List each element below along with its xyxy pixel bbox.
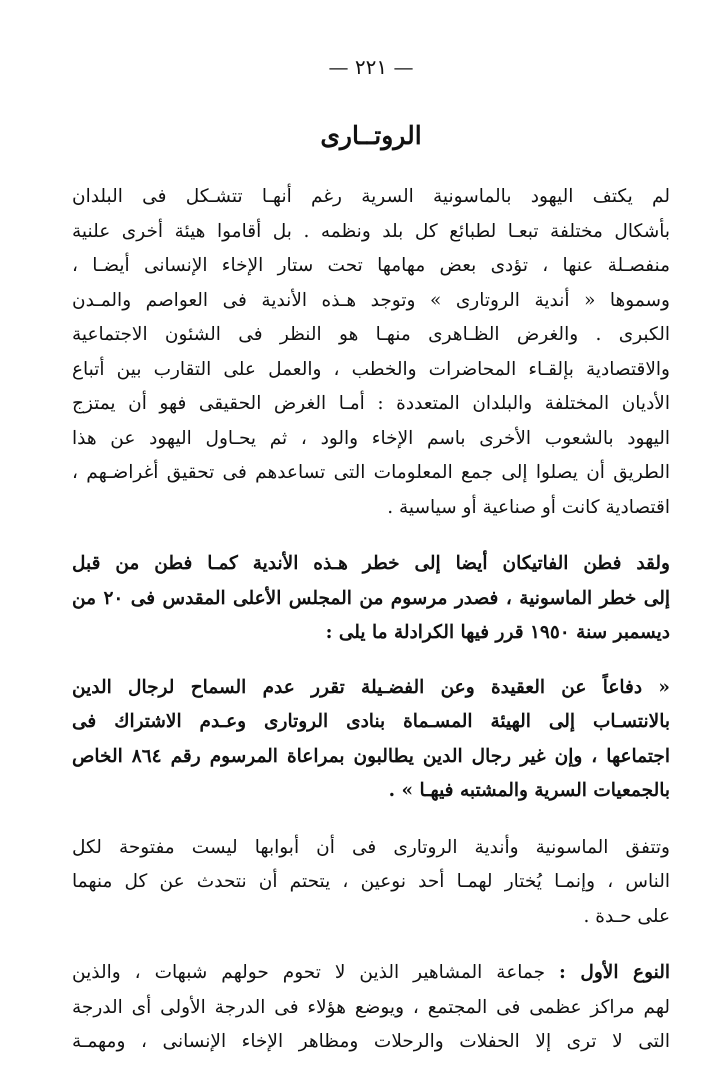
text-line: اليهود بالشعوب الأخرى باسم الإخاء والود ، ثم يحـاول اليهود عن هذا (72, 427, 670, 449)
text-line: التى لا ترى إلا الحفلات والرحلات ومظاهر الإخاء الإنسانى ، ومهمـة (72, 1031, 670, 1052)
text-line: إلى خطر الماسونية ، فصدر مرسوم من المجلس الأعلى المقدس فى ٢٠ من (72, 587, 670, 609)
text-line: اجتماعها ، وإن غير رجال الدين يطالبون بمراعاة المرسوم رقم ٨٦٤ الخاص (72, 745, 670, 767)
text-line: الأديان المختلفة والبلدان المتعددة : أمـا الغرض الحقيقى فهو أن يمتزج (72, 393, 670, 414)
text-line-rest: جماعة المشاهير الذين لا تحوم حولهم شبهات ، والذين (72, 962, 560, 983)
paragraph-spacer (72, 934, 670, 956)
text-line: وسموها « أندية الروتارى » وتوجد هـذه الأندية فى العواصم والمـدن (72, 289, 670, 311)
paragraph-decree-quote (72, 671, 670, 809)
text-line: لهم مراكز عظمى فى المجتمع ، ويوضع هؤلاء فى الدرجة الأولى أى الدرجة (72, 996, 670, 1018)
lead-term: النوع الأول : (559, 962, 670, 983)
text-line: الطريق أن يصلوا إلى جمع المعلومات التى تساعدهم فى تحقيق أغراضـهم ، (72, 462, 670, 483)
chapter-title: الروتــارى (320, 121, 422, 150)
text-line (72, 956, 670, 991)
text-line: بالانتسـاب إلى الهيئة المسـماة بنادى الروتارى وعـدم الاشتراك فى (72, 711, 670, 732)
text-line: ولقد فطن الفاتيكان أيضا إلى خطر هـذه الأندية كمـا فطن من قبل (72, 553, 670, 574)
text-line: الناس ، وإنمـا يُختار لهمـا أحد نوعين ، يتحتم أن نتحدث عن كل منهما (72, 871, 670, 892)
paragraph-membership (72, 831, 670, 935)
paragraph-spacer (72, 809, 670, 831)
page-number: — ٢٢١ — (328, 55, 414, 79)
text-line: منفصـلة عنها ، تؤدى بعض مهامها تحت ستار الإخاء الإنسانى أيضـا ، (72, 255, 670, 276)
text-line: ديسمبر سنة ١٩٥٠ قرر فيها الكرادلة ما يلى : (325, 622, 670, 643)
paragraph-spacer (72, 651, 670, 671)
text-line: بالجمعيات السرية والمشتبه فيهـا » . (388, 780, 670, 801)
text-line: والاقتصادية بإلقـاء المحاضرات والخطب ، والعمل على التقارب بين أتباع (72, 358, 670, 380)
text-line: اقتصادية كانت أو صناعية أو سياسية . (387, 496, 670, 518)
text-line: بأشكال مختلفة تبعـا لطبائع كل بلد ونظمه . بل أقاموا هيئة أخرى علنية (72, 220, 670, 242)
paragraph-spacer (72, 525, 670, 547)
text-line: « دفاعاً عن العقيدة وعن الفضـيلة تقرر عدم السماح لرجال الدين (72, 676, 670, 698)
paragraph-vatican (72, 547, 670, 651)
text-line: على حـدة . (583, 905, 670, 927)
text-line: وتتفق الماسونية وأندية الروتارى فى أن أبوابها ليست مفتوحة لكل (72, 836, 670, 858)
text-line: الكبرى . والغرض الظـاهرى منهـا هو النظر فى الشئون الاجتماعية (72, 324, 670, 345)
text-line: لم يكتف اليهود بالماسونية السرية رغم أنهـا تتشـكل فى البلدان (72, 186, 670, 207)
paragraph-first-type (72, 956, 670, 1060)
paragraph-intro (72, 180, 670, 525)
